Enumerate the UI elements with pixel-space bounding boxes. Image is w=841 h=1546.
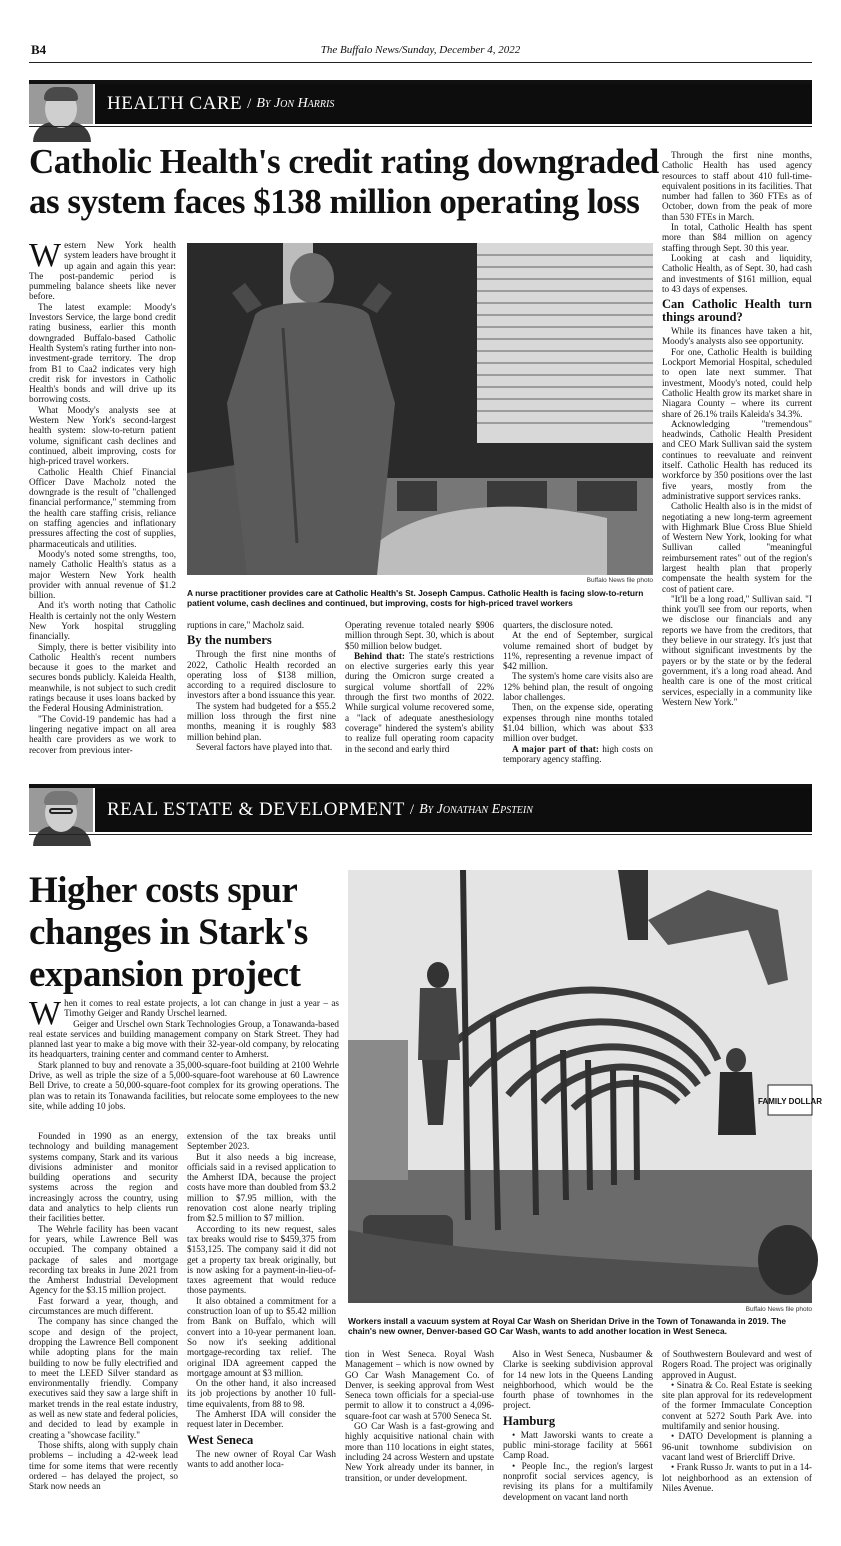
paragraph: Through the first nine months of 2022, Catholic Health recorded an operating loss of $138 million, according to a required disclosure to investors after a bond issuance this year. (187, 649, 336, 701)
paragraph: of Southwestern Boulevard and west of Rogers Road. The project was originally approved in August. (662, 1349, 812, 1380)
paragraph: Geiger and Urschel own Stark Technologies Group, a Tonawanda-based real estate services and building management company on Stark Street. They had planned last year to make a big move with their 32-year-old company, by relocating its headquarters, training center and command center to Amherst. (29, 1018, 339, 1060)
paragraph: Simply, there is better visibility into Catholic Health's recent numbers because it goes to the market and secures bonds publicly. Kaleida Health, meanwhile, is not subject to such credit ratings because it uses loans backed by the Federal Housing Administration. (29, 641, 176, 714)
headline-line-2: changes in Stark's (29, 912, 308, 953)
paragraph: On the other hand, it also increased its job projections by another 10 full-time equivalents, from 88 to 98. (187, 1378, 336, 1409)
story2-column-4 (503, 1349, 653, 1531)
folio-rule (29, 62, 812, 63)
headline-line-3: expansion project (29, 954, 301, 995)
paragraph: The Amherst IDA will consider the request later in December. (187, 1409, 336, 1430)
car-wash-illustration (348, 870, 823, 1303)
story1-column-2 (187, 620, 336, 752)
drop-cap: W (29, 237, 62, 274)
health-care-banner (29, 84, 812, 124)
paragraph: And it's worth noting that Catholic Health is certainly not the only Western New York hospital struggling financially. (29, 600, 176, 642)
paragraph: quarters, the disclosure noted. (503, 620, 613, 630)
paragraph: Catholic Health also is in the midst of negotiating a new long-term agreement with Highmark Blue Cross Blue Shield of Western New York, looking for what Sullivan called "meaningful reimbursement rates" out of the region's largest health plan that properly compensate the health system for the cost of patient care. (662, 501, 812, 594)
section-label: REAL ESTATE & DEVELOPMENT (107, 799, 405, 820)
paragraph: The company has since changed the scope and design of the project, dropping the Lawrence Bell component while adopting plans for the main building to now be fully electrified and to meet the LEED Silver standard as environmentally friendly. Company executives said they saw a large shift in market trends in the real estate industry, as well as new state and federal policies, and decided to lead by example in creating a "showcase facility." (29, 1316, 178, 1440)
paragraph: Looking at cash and liquidity, Catholic Health, as of Sept. 30, had cash and investments of $161 million, equal to 43 days of expenses. (662, 252, 812, 294)
paragraph: Fast forward a year, though, and circumstances are much different. (29, 1295, 178, 1317)
story2-lead (29, 995, 339, 1120)
story1-column-1 (29, 237, 176, 755)
headline-line-2: as system faces $138 million operating loss (29, 182, 640, 221)
headline-stark (29, 870, 339, 996)
paragraph: At the end of September, surgical volume remained short of budget by 11%, representing a revenue impact of $42 million. (503, 630, 653, 672)
paragraph: • DATO Development is planning a 96-unit townhome subdivision on vacant land west of Briercliff Drive. (662, 1431, 812, 1462)
photo-credit: Buffalo News file photo (586, 577, 653, 584)
paragraph: The Wehrle facility has been vacant for years, while Lawrence Bell was occupied. The company obtained a package of sales and mortgage recording tax breaks in June 2021 from the Amherst Industrial Development Agency for the $3.15 million project. (29, 1223, 178, 1296)
lead-in: Behind that: (354, 650, 405, 661)
story1-column-4 (503, 620, 653, 764)
paragraph: hen it comes to real estate projects, a lot can change in just a year – as Timothy Geiger and Randy Urschel learned. (64, 998, 339, 1019)
paragraph: In total, Catholic Health has spent more than $84 million on agency staffing through Sept. 30 this year. (662, 222, 812, 253)
banner-rule-bottom (29, 126, 812, 127)
story2-column-3 (345, 1349, 494, 1531)
story1-column-5 (662, 150, 812, 736)
nurse-photo-illustration (187, 243, 653, 575)
car-wash-photo (348, 870, 823, 1303)
story1-column-3 (345, 620, 494, 754)
byline-separator: / (409, 801, 415, 818)
paragraph: Through the first nine months, Catholic Health has used agency resources to staff about 410 full-time-equivalent positions in its facilities. That number had fallen to 360 FTEs as of October, down from the peak of more than 530 FTEs in March. (662, 150, 812, 222)
page-dateline: The Buffalo News/Sunday, December 4, 2022 (320, 44, 521, 56)
banner2-rule-bottom (29, 834, 812, 835)
drop-cap: W (29, 995, 62, 1032)
paragraph: "The Covid-19 pandemic has had a lingering negative impact on all area health care providers as we work to recover from previous inter- (29, 713, 176, 755)
paragraph: estern New York health system leaders have brought it up again and again this year: The post-pandemic period is pummeling balance sheets like never before. (29, 240, 176, 302)
paragraph: Stark planned to buy and renovate a 35,000-square-foot building at 2100 Wehrle Drive, as well as triple the size of a 5,000-square-foot warehouse at 60 Lawrence Bell Drive, to create a 50,000-square-foot complex for its growing operations. The plan was to retain its Tonawanda facilities, but relocate some employees to the new site, while adding 10 jobs. (29, 1059, 339, 1111)
nurse-photo (187, 243, 653, 575)
paragraph: ruptions in care," Macholz said. (187, 620, 305, 630)
columnist-mug-harris (29, 84, 95, 124)
store-sign: FAMILY DOLLAR (757, 1097, 823, 1106)
section-label: HEALTH CARE (107, 93, 243, 114)
paragraph: • Matt Jaworski wants to create a public mini-storage facility at 5661 Camp Road. (503, 1429, 653, 1461)
paragraph: Then, on the expense side, operating expenses through nine months totaled $1.04 billion, which was about $33 million over budget. (503, 702, 653, 744)
paragraph: It also obtained a commitment for a construction loan of up to $5.42 million from Bank on Buffalo, which will convert into a 10-year permanent loan. So now it's seeking additional mortgage-recording tax relief. The original IDA agreement capped the mortgage amount at $3 million. (187, 1295, 336, 1378)
paragraph: Several factors have played into that. (196, 741, 333, 752)
paragraph: But it also needs a big increase, officials said in a revised application to the Amherst IDA, because the project costs have more than doubled from $3.2 million to $7.95 million, with the renovation cost alone nearly tripling from $2.5 million to $7 million. (187, 1151, 336, 1224)
paragraph: The system's home care visits also are 12% behind plan, the result of ongoing labor challenges. (503, 671, 653, 703)
photo-caption: Workers install a vacuum system at Royal Car Wash on Sheridan Drive in the Town of Tonawanda in 2019. The chain's new owner, Denver-based GO Car Wash, wants to add another location in West Seneca. (348, 1316, 787, 1336)
paragraph: • People Inc., the region's largest nonprofit social services agency, is revising its plans for a multifamily development on vacant land north (503, 1460, 653, 1502)
paragraph: The system had budgeted for a $55.2 million loss through the first nine months, meaning it is roughly $83 million behind plan. (187, 700, 336, 742)
real-estate-banner (29, 788, 812, 832)
photo-caption: A nurse practitioner provides care at Catholic Health's St. Joseph Campus. Catholic Health is facing slow-to-return patient volume, cash declines and continued, but improving, costs for high-priced travel workers (187, 588, 644, 608)
paragraph: Those shifts, along with supply chain problems – including a 42-week lead time for some items that were recently ordered – has delayed the project, so Stark now needs an (29, 1439, 178, 1492)
subhead-by-the-numbers: By the numbers (187, 633, 272, 648)
paragraph: GO Car Wash is a fast-growing and highly acquisitive national chain with more than 110 locations in eight states, including 24 across Western and upstate New York already under its banner, in transition, or under development. (345, 1421, 494, 1483)
subhead-west-seneca: West Seneca (187, 1432, 254, 1447)
paragraph: While its finances have taken a hit, Moody's analysts also see opportunity. (662, 326, 812, 347)
paragraph: high costs on temporary agency staffing. (503, 743, 653, 764)
paragraph: extension of the tax breaks until September 2023. (187, 1131, 336, 1152)
paragraph: Acknowledging "tremendous" headwinds, Catholic Health President and CEO Mark Sullivan said the system continues to reevaluate and reinvent itself. Catholic Health has reduced its workforce by 350 positions over the last five years, mostly from the administrative support services ranks. (662, 418, 812, 501)
headline-catholic-health (29, 142, 659, 222)
paragraph: The new owner of Royal Car Wash wants to add another loca- (187, 1448, 336, 1469)
photo-credit: Buffalo News file photo (745, 1306, 812, 1313)
columnist-mug-epstein (29, 788, 95, 832)
paragraph: Catholic Health Chief Financial Officer Dave Macholz noted the downgrade is the result of "challenged financial performance," stemming from the health care staffing crisis, reliance on staffing agencies and inflationary pressures affecting the cost of supplies, pharmaceuticals and utilities. (29, 466, 176, 549)
paragraph: • Sinatra & Co. Real Estate is seeking site plan approval for its redevelopment of the former Immaculate Conception convent at 5272 South Park Ave. into multifamily and senior housing. (662, 1379, 812, 1432)
story2-column-2 (187, 1131, 336, 1531)
paragraph: The latest example: Moody's Investors Service, the large bond credit rating business, earlier this month downgraded Buffalo-based Catholic Health System's rating further into non-investment-grade territory. The drop from B1 to Caa2 indicates very high credit risk for investors in Catholic Health's bonds and will drive up its borrowing costs. (29, 301, 176, 405)
headline-line-1: Higher costs spur (29, 870, 298, 911)
paragraph: Also in West Seneca, Nusbaumer & Clarke is seeking subdivision approval for 14 new lots in the Queens Landing neighborhood, which would be the fourth phase of townhomes in the project. (503, 1349, 653, 1411)
subhead-hamburg: Hamburg (503, 1413, 556, 1428)
paragraph: Founded in 1990 as an energy, technology and building management systems company, Stark and its various divisions administer and monitor building operations and security systems across the region and increasingly across the country, using data and analytics to help clients run their facilities better. (29, 1131, 178, 1224)
paragraph: According to its new request, sales tax breaks would rise to $459,375 from $153,125. The company said it did not get a property tax break originally, but is now asking for a payment-in-lieu-of-taxes agreement that would reduce those payments. (187, 1223, 336, 1296)
paragraph: Moody's noted some strengths, too, namely Catholic Health's status as a major Western New York health provider with annual revenue of $1.2 billion. (29, 548, 176, 601)
paragraph: For one, Catholic Health is building Lockport Memorial Hospital, scheduled to open late next summer. That investment, Moody's noted, could help Catholic Health grow its market share in Niagara County – where its current share of 26.1% trails Kaleida's 34.3%. (662, 346, 812, 419)
page-number: B4 (31, 42, 47, 57)
story2-column-1 (29, 1131, 178, 1531)
paragraph: tion in West Seneca. Royal Wash Management – which is now owned by GO Car Wash Management Co. of Denver, is seeking approval from West Seneca town officials for a special-use permit to allow it to construct a 4,096-square-foot car wash at 5700 Seneca St. (345, 1349, 494, 1421)
paragraph: Operating revenue totaled nearly $906 million through Sept. 30, which is about $50 million below budget. (345, 620, 494, 651)
byline-separator: / (247, 95, 252, 112)
story2-column-5 (662, 1349, 812, 1531)
paragraph: "It'll be a long road," Sullivan said. "I think you'll see from our reports, when we disclose our financials and any reports we have from the creditors, that they believe in our strategy. It's just that without significant investments by the payers or by the state or by the federal government, it's a long road ahead. And health care is one of the most critical services, especially in a community like Western New York." (662, 593, 812, 707)
paragraph: • Frank Russo Jr. wants to put in a 14-lot neighborhood as an extension of Niles Avenue. (662, 1462, 812, 1493)
headline-line-1: Catholic Health's credit rating downgraded (29, 142, 659, 181)
paragraph: What Moody's analysts see at Western New York's second-largest health system: slow-to-return patient volume, significant cash declines and continued, albeit improving, costs for high-priced travel workers. (29, 404, 176, 467)
lead-in: A major part of that: (512, 743, 599, 754)
paragraph: The state's restrictions on elective surgeries early this year during the Omicron surge created a surgical volume shortfall of 22% through the first two months of 2022. While surgical volume recovered some, a "lack of adequate anesthesiology coverage" hindered the system's ability to realize full operating room capacity in the second and early third (345, 650, 494, 754)
byline: By Jonathan Epstein (419, 802, 533, 817)
byline: By Jon Harris (256, 96, 335, 111)
subhead-turn-around: Can Catholic Health turn things around? (662, 297, 812, 325)
